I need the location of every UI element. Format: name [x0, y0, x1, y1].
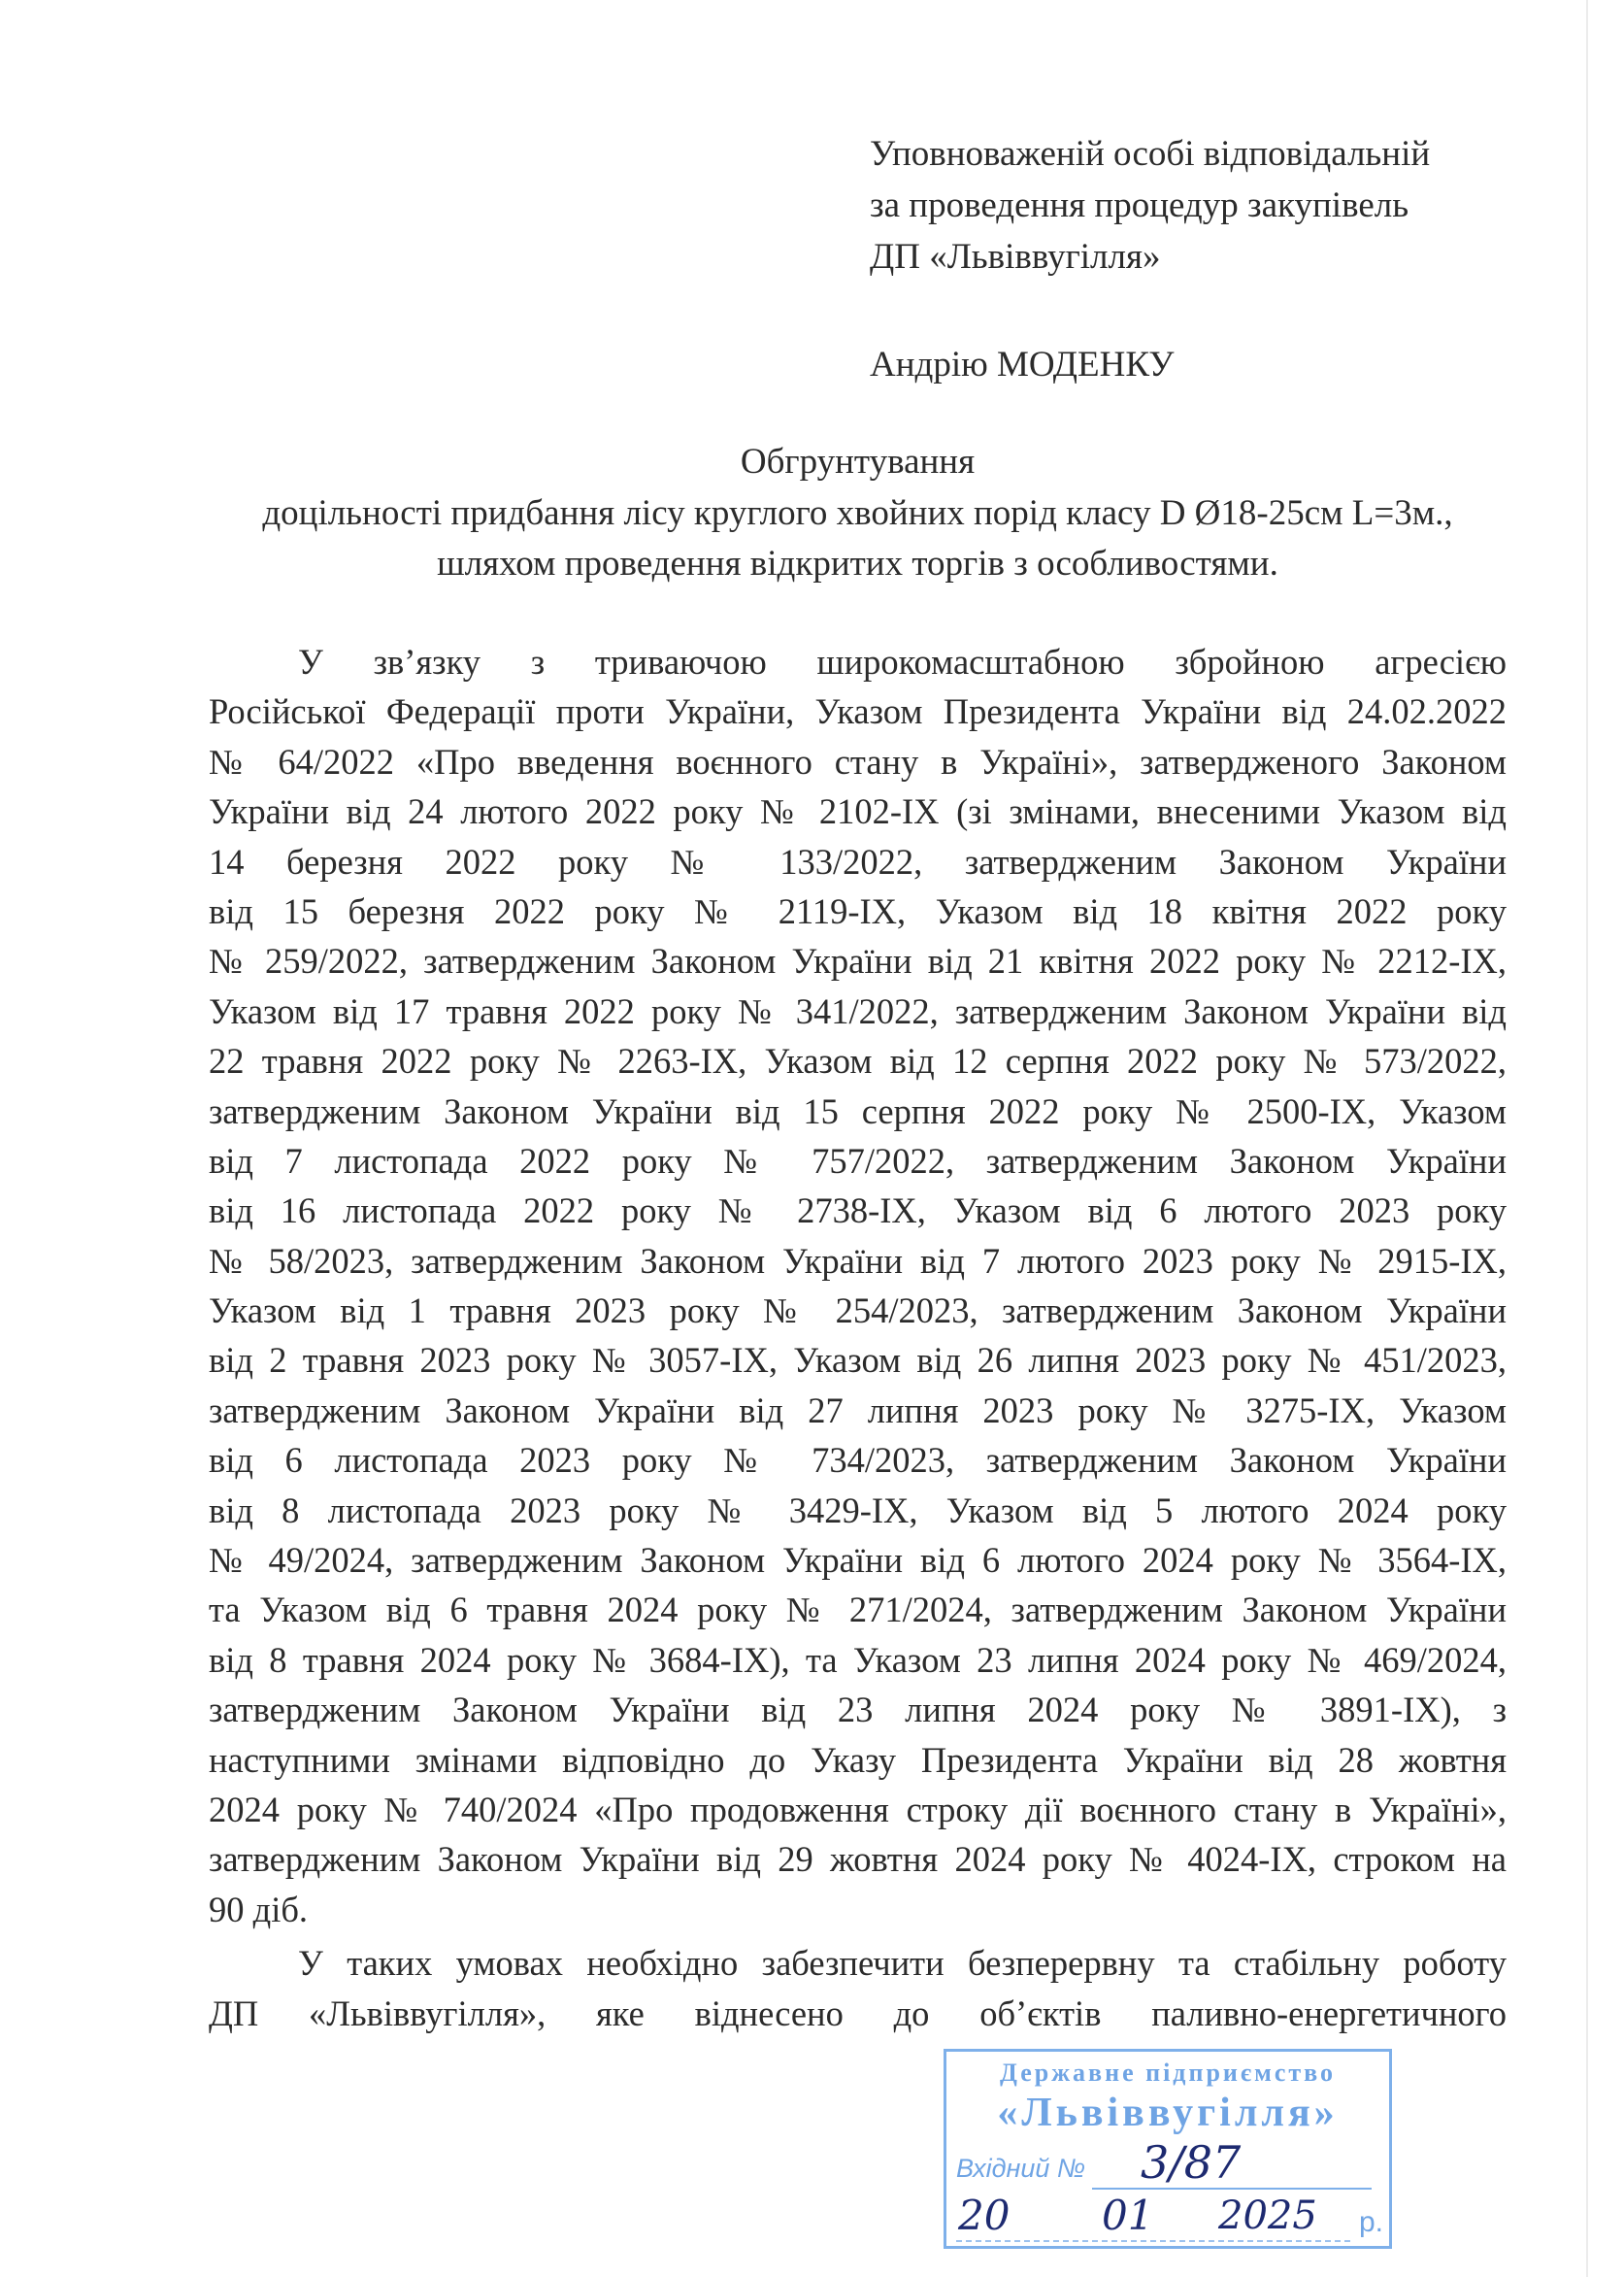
title-line: шляхом проведення відкритих торгів з особливостями. — [437, 544, 1278, 584]
body-line: № 259/2022, затвердженим Законом України від 21 квітня 2022 року № 2212-IX, — [209, 941, 1507, 982]
stamp-date-line — [956, 2240, 1350, 2242]
stamp-year-suffix: р. — [1358, 2206, 1383, 2238]
handwritten-year: 2025 — [1218, 2193, 1317, 2238]
body-line: затвердженим Законом України від 23 липня 2024 року № 3891-IX), з — [209, 1690, 1507, 1730]
body-line: 14 березня 2022 року № 133/2022, затвердженим Законом України — [209, 841, 1507, 882]
body-line: від 6 листопада 2023 року № 734/2023, затвердженим Законом України — [209, 1440, 1507, 1481]
body-line: затвердженим Законом України від 15 серпня 2022 року № 2500-IX, Указом — [209, 1090, 1507, 1131]
page-edge — [1586, 0, 1588, 2277]
body-line: від 8 травня 2024 року № 3684-IX), та Указом 23 липня 2024 року № 469/2024, — [209, 1639, 1507, 1680]
paragraph-2 — [209, 1938, 1507, 2038]
addressee-name: Андрію МОДЕНКУ — [870, 345, 1175, 385]
document-body — [209, 637, 1507, 2038]
body-line: затвердженим Законом України від 29 жовтня 2024 року № 4024-IX, строком на — [209, 1839, 1507, 1880]
stamp-org-type: Державне підприємство — [999, 2059, 1337, 2087]
body-line: У таких умовах необхідно забезпечити безперервну та стабільну роботу — [298, 1943, 1507, 1984]
body-line: 22 травня 2022 року № 2263-IX, Указом від 12 серпня 2022 року № 573/2022, — [209, 1041, 1507, 1082]
body-line: № 49/2024, затвердженим Законом України від 6 лютого 2024 року № 3564-IX, — [209, 1540, 1507, 1581]
body-line: Указом від 1 травня 2023 року № 254/2023, затвердженим Законом України — [209, 1290, 1507, 1331]
stamp-incoming-label: Вхідний № — [956, 2154, 1086, 2183]
body-line: № 58/2023, затвердженим Законом України від 7 лютого 2023 року № 2915-IX, — [209, 1240, 1507, 1281]
body-line: від 2 травня 2023 року № 3057-IX, Указом від 26 липня 2023 року № 451/2023, — [209, 1340, 1507, 1381]
body-line: Російської Федерації проти України, Указом Президента України від 24.02.2022 — [209, 691, 1507, 732]
body-line: Указом від 17 травня 2022 року № 341/2022, затвердженим Законом України від — [209, 990, 1507, 1031]
handwritten-month: 01 — [1102, 2192, 1154, 2239]
title-line: Обгрунтування — [740, 442, 976, 482]
stamp-org-name: «Львіввугілля» — [997, 2091, 1339, 2135]
body-line: № 64/2022 «Про введення воєнного стану в Україні», затвердженого Законом — [209, 741, 1507, 782]
addressee-line: за проведення процедур закупівель — [870, 185, 1409, 225]
body-line: 90 діб. — [209, 1889, 309, 1929]
handwritten-day: 20 — [958, 2192, 1011, 2239]
body-line: від 8 листопада 2023 року № 3429-IX, Указом від 5 лютого 2024 року — [209, 1490, 1507, 1530]
body-line: У зв’язку з триваючою широкомасштабною збройною агресією — [298, 642, 1507, 682]
body-line: ДП «Львіввугілля», яке віднесено до об’єктів паливно-енергетичного — [209, 1992, 1507, 2033]
body-line: від 7 листопада 2022 року № 757/2022, затвердженим Законом України — [209, 1140, 1507, 1181]
addressee-line: Уповноваженій особі відповідальній — [870, 134, 1431, 174]
body-line: 2024 року № 740/2024 «Про продовження строку дії воєнного стану в Україні», — [209, 1789, 1507, 1829]
document-title — [209, 437, 1507, 590]
body-line: від 15 березня 2022 року № 2119-IX, Указом від 18 квітня 2022 року — [209, 890, 1507, 931]
body-line: України від 24 лютого 2022 року № 2102-IX (зі змінами, внесеними Указом від — [209, 791, 1507, 832]
incoming-registration-stamp — [944, 2049, 1392, 2249]
body-line: та Указом від 6 травня 2024 року № 271/2024, затвердженим Законом України — [209, 1590, 1507, 1630]
addressee-block — [870, 128, 1431, 385]
paragraph-1 — [209, 637, 1507, 1934]
body-line: від 16 листопада 2022 року № 2738-IX, Указом від 6 лютого 2023 року — [209, 1190, 1507, 1231]
body-line: затвердженим Законом України від 27 липня 2023 року № 3275-IX, Указом — [209, 1390, 1507, 1430]
title-line: доцільності придбання лісу круглого хвойних порід класу D Ø18-25см L=3м., — [262, 492, 1453, 533]
body-line: наступними змінами відповідно до Указу Президента України від 28 жовтня — [209, 1739, 1507, 1780]
addressee-line: ДП «Львіввугілля» — [870, 237, 1161, 277]
handwritten-incoming-number: 3/87 — [1141, 2136, 1242, 2189]
